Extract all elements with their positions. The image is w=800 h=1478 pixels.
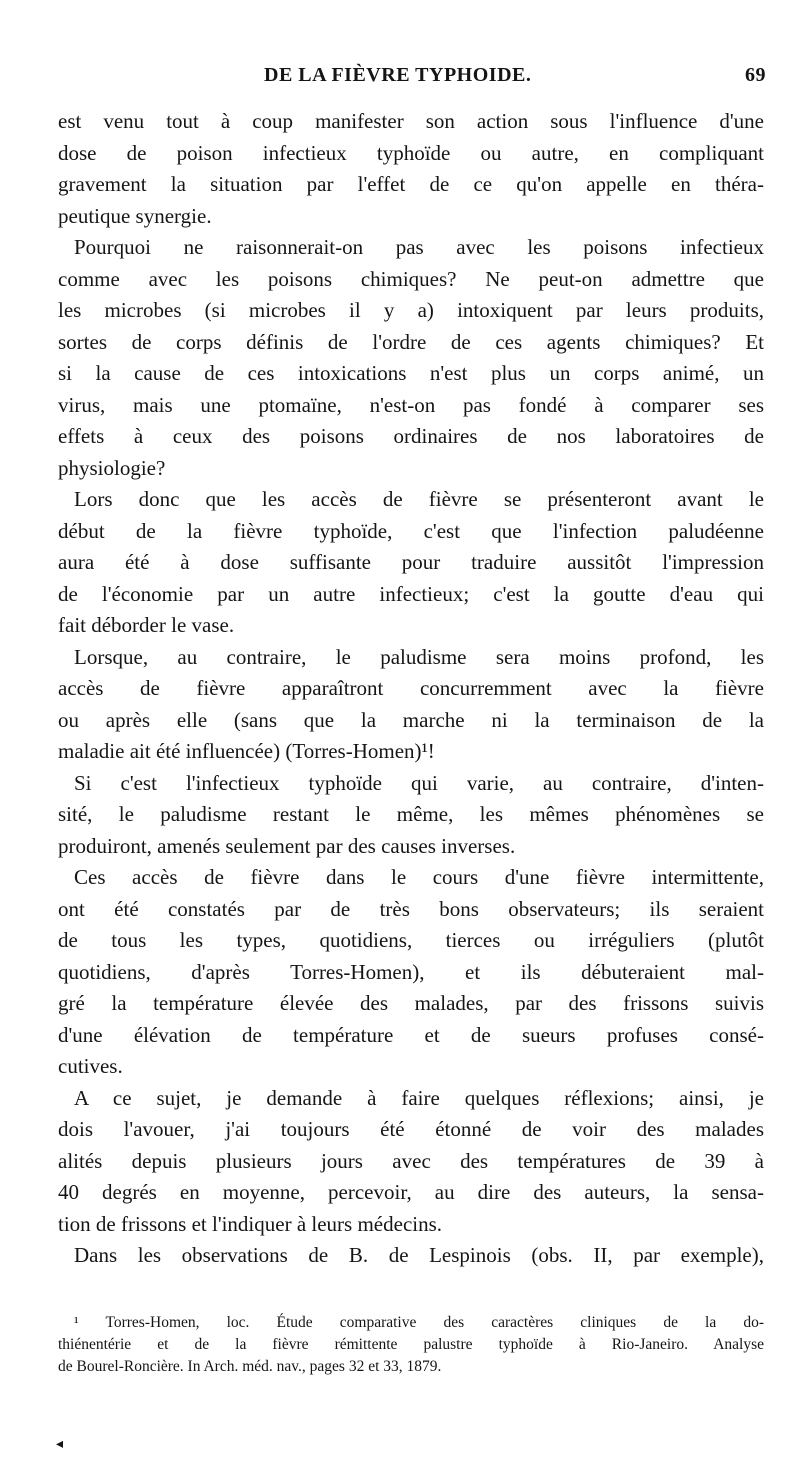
page-header	[72, 64, 768, 94]
body-line: fait déborder le vase.	[58, 613, 235, 637]
body-line: gré la température élevée des malades, par des frissons suivis	[58, 991, 764, 1015]
body-line: sité, le paludisme restant le même, les mêmes phénomènes se	[58, 802, 764, 826]
body-line: effets à ceux des poisons ordinaires de nos laboratoires de	[58, 424, 764, 448]
footnote-line: de Bourel-Roncière. In Arch. méd. nav., pages 32 et 33, 1879.	[58, 1358, 442, 1375]
body-line: de tous les types, quotidiens, tierces ou irréguliers (plutôt	[58, 928, 764, 952]
body-text	[58, 106, 764, 1272]
body-line: peutique synergie.	[58, 203, 212, 228]
body-line: Lorsque, au contraire, le paludisme sera moins profond, les	[74, 644, 764, 669]
body-line: physiologie?	[58, 455, 166, 480]
body-line: les microbes (si microbes il y a) intoxiquent par leurs produits,	[58, 298, 764, 322]
body-line: de l'économie par un autre infectieux; c'est la goutte d'eau qui	[58, 581, 764, 606]
footnote-line: ¹ Torres-Homen, loc. Étude comparative des caractères cliniques de la do-	[74, 1314, 764, 1331]
body-line: si la cause de ces intoxications n'est plus un corps animé, un	[58, 361, 764, 385]
body-line: comme avec les poisons chimiques? Ne peut-on admettre que	[58, 266, 764, 291]
body-line: aura été à dose suffisante pour traduire aussitôt l'impression	[58, 550, 764, 574]
body-line: A ce sujet, je demande à faire quelques réflexions; ainsi, je	[74, 1085, 764, 1110]
body-line: alités depuis plusieurs jours avec des températures de 39 à	[58, 1148, 764, 1173]
body-line: début de la fièvre typhoïde, c'est que l'infection paludéenne	[58, 518, 764, 543]
body-line: produiront, amenés seulement par des causes inverses.	[58, 833, 516, 858]
body-line: tion de frissons et l'indiquer à leurs médecins.	[58, 1211, 443, 1236]
body-line: accès de fièvre apparaîtront concurremment avec la fièvre	[58, 676, 764, 700]
body-line: 40 degrés en moyenne, percevoir, au dire des auteurs, la sensa-	[58, 1180, 764, 1204]
body-line: Lors donc que les accès de fièvre se présenteront avant le	[74, 487, 764, 511]
body-line: virus, mais une ptomaïne, n'est-on pas fondé à comparer ses	[58, 392, 764, 417]
body-line: sortes de corps définis de l'ordre de ces agents chimiques? Et	[58, 329, 764, 354]
body-line: Pourquoi ne raisonnerait-on pas avec les poisons infectieux	[74, 235, 764, 259]
margin-mark: ◂	[56, 1437, 64, 1452]
body-line: ont été constatés par de très bons observateurs; ils seraient	[58, 896, 764, 921]
body-line: dose de poison infectieux typhoïde ou autre, en compliquant	[58, 140, 764, 165]
body-line: dois l'avouer, j'ai toujours été étonné de voir des malades	[58, 1117, 764, 1141]
body-line: quotidiens, d'après Torres-Homen), et ils débuteraient mal-	[58, 959, 764, 984]
body-line: Si c'est l'infectieux typhoïde qui varie, au contraire, d'inten-	[74, 770, 764, 795]
body-line: Ces accès de fièvre dans le cours d'une fièvre intermittente,	[74, 865, 764, 889]
body-line: ou après elle (sans que la marche ni la terminaison de la	[58, 707, 764, 732]
body-line: maladie ait été influencée) (Torres-Homen)¹!	[58, 739, 435, 763]
body-line: gravement la situation par l'effet de ce qu'on appelle en théra-	[58, 172, 764, 196]
body-line: Dans les observations de B. de Lespinois (obs. II, par exemple),	[74, 1243, 764, 1267]
page-number: 69	[745, 64, 766, 86]
running-title: DE LA FIÈVRE TYPHOIDE.	[264, 64, 532, 86]
body-line: est venu tout à coup manifester son action sous l'influence d'une	[58, 109, 764, 133]
footnotes	[58, 1312, 764, 1378]
footnote-line: thiénentérie et de la fièvre rémittente palustre typhoïde à Rio-Janeiro. Analyse	[58, 1336, 764, 1353]
body-line: cutives.	[58, 1054, 123, 1078]
body-line: d'une élévation de température et de sueurs profuses consé-	[58, 1022, 764, 1047]
